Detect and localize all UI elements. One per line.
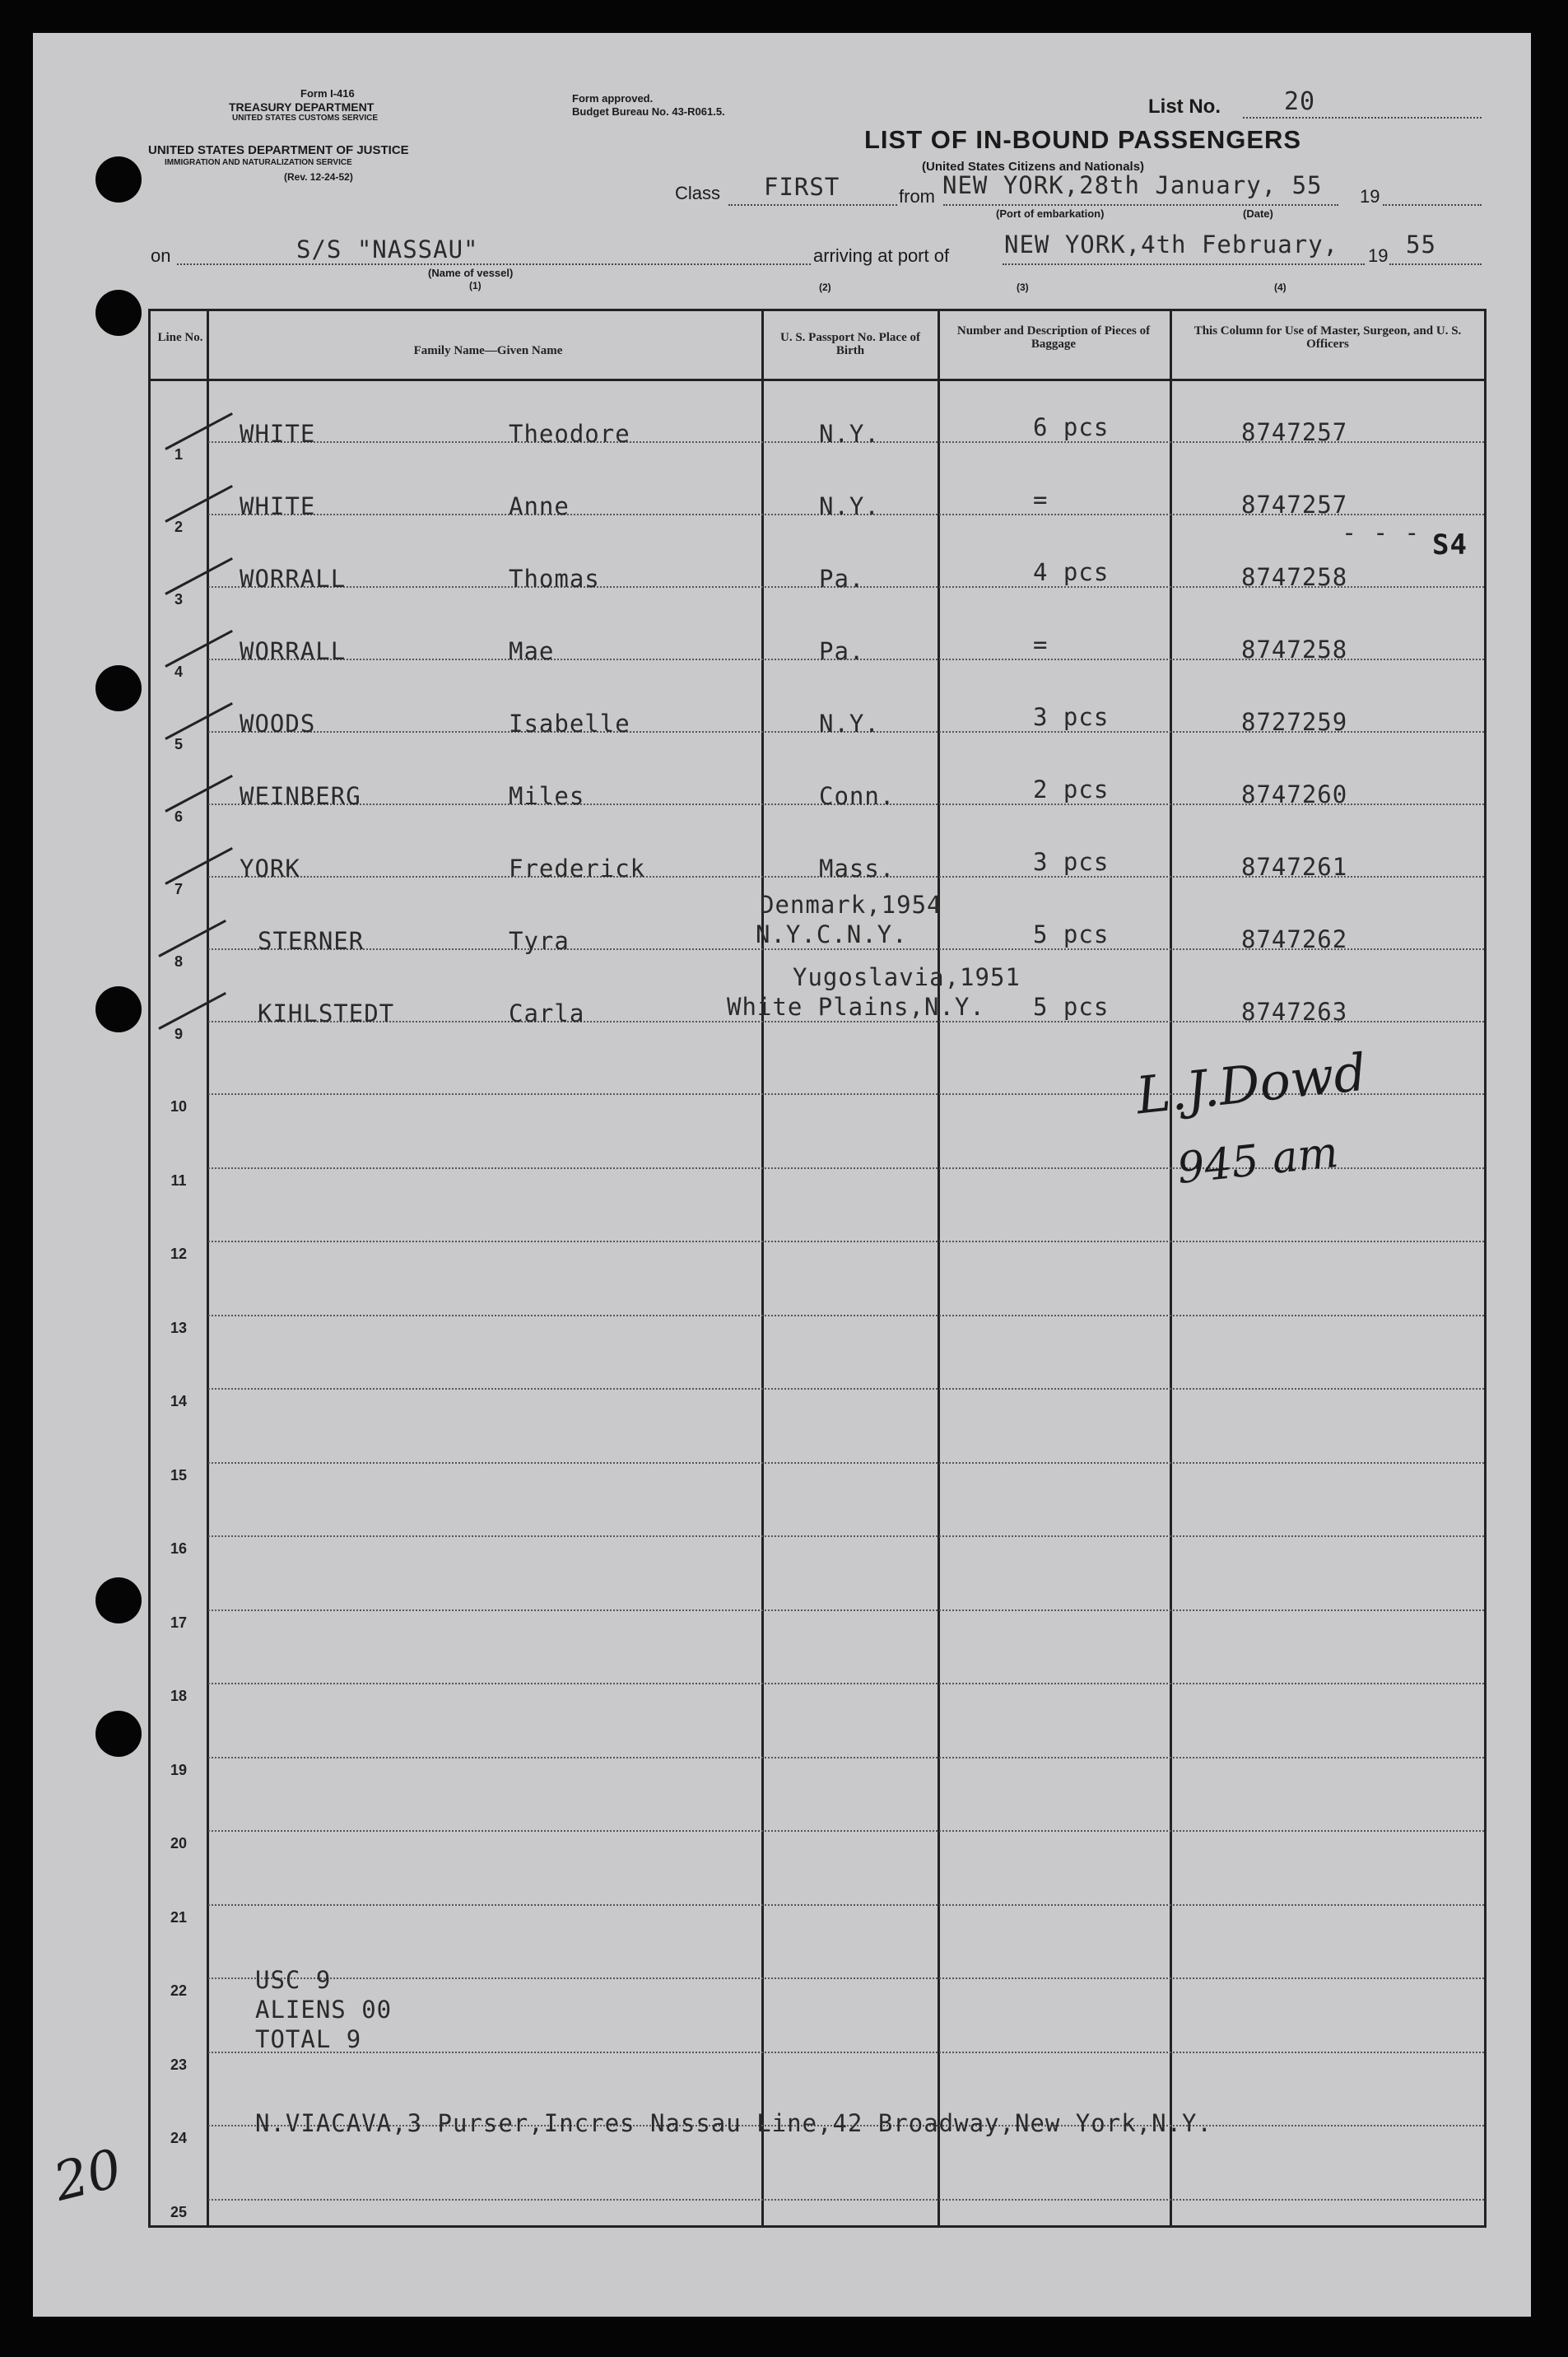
family-name: WORRALL <box>240 637 347 665</box>
justice-heading: UNITED STATES DEPARTMENT OF JUSTICE <box>148 143 409 157</box>
check-mark-icon <box>165 630 233 668</box>
given-name: Frederick <box>509 855 646 883</box>
punch-hole <box>95 156 142 203</box>
given-name: Miles <box>509 782 585 810</box>
officer-number: 8747262 <box>1241 925 1348 953</box>
from-value: NEW YORK,28th January, 55 <box>942 171 1323 199</box>
form-approved: Form approved. <box>572 92 654 105</box>
line-number: 18 <box>170 1688 188 1704</box>
table-row <box>151 486 1484 527</box>
birth-place: Mass. <box>819 855 896 883</box>
col-passport: U. S. Passport No. Place of Birth <box>780 331 920 357</box>
officer-number: 8747258 <box>1241 636 1348 664</box>
line-number: 11 <box>170 1172 187 1189</box>
line-number: 3 <box>174 591 183 608</box>
caption-2: (2) <box>819 282 831 293</box>
row-rule <box>208 1535 1484 1537</box>
table-row <box>151 963 1484 1034</box>
line-number: 24 <box>170 2130 188 2146</box>
punch-hole <box>95 1711 142 1757</box>
page-title: LIST OF IN-BOUND PASSENGERS <box>864 125 1302 154</box>
family-name: WOODS <box>240 710 316 738</box>
line-number: 1 <box>174 446 183 463</box>
given-name: Tyra <box>509 927 570 955</box>
check-mark-icon <box>165 412 233 450</box>
line-number: 23 <box>170 2056 188 2073</box>
officer-number: 8727259 <box>1241 708 1348 736</box>
row-rule <box>208 2052 1484 2053</box>
row-rule <box>208 1830 1484 1832</box>
officer-number: 8747257 <box>1241 418 1348 446</box>
col-name: Family Name—Given Name <box>413 344 563 357</box>
corner-mark: 20 <box>48 2138 128 2214</box>
table-row <box>151 848 1484 889</box>
table-row <box>151 891 1484 962</box>
line-number: 19 <box>170 1761 188 1778</box>
total-usc: USC 9 <box>255 1966 332 1994</box>
budget-bureau: Budget Bureau No. 43-R061.5. <box>572 105 725 118</box>
class-value: FIRST <box>764 173 840 201</box>
line-number: 4 <box>174 664 183 680</box>
line-number: 13 <box>170 1319 188 1336</box>
caption-4: (4) <box>1274 282 1287 293</box>
birth-place: N.Y. <box>819 710 880 738</box>
officer-number: 8747263 <box>1241 998 1348 1026</box>
revision-label: (Rev. 12-24-52) <box>284 171 353 183</box>
vessel-caption: (Name of vessel) <box>428 267 514 279</box>
row-rule <box>208 1462 1484 1464</box>
passenger-table <box>148 309 1487 2228</box>
family-name: WORRALL <box>240 565 347 593</box>
check-mark-icon <box>165 557 233 595</box>
family-name: KIHLSTEDT <box>258 999 395 1027</box>
from-label: from <box>899 186 935 207</box>
baggage-count: 5 pcs <box>1033 920 1110 948</box>
line-number: 7 <box>174 881 183 897</box>
arrival-port: NEW YORK,4th February, <box>1004 231 1339 259</box>
check-mark-icon <box>165 485 233 523</box>
row-rule <box>208 1609 1484 1611</box>
line-number: 17 <box>170 1614 188 1631</box>
punch-hole <box>95 665 142 711</box>
line-number: 25 <box>170 2203 188 2220</box>
birth-place: Pa. <box>819 637 865 665</box>
punch-hole <box>95 986 142 1032</box>
given-name: Thomas <box>509 565 600 593</box>
check-mark-icon <box>165 847 233 885</box>
punch-hole <box>95 290 142 336</box>
baggage-count: 5 pcs <box>1033 993 1110 1021</box>
page-subtitle: (United States Citizens and Nationals) <box>922 160 1145 174</box>
check-mark-icon <box>158 920 226 957</box>
line-number: 6 <box>174 808 183 825</box>
vessel-name: S/S "NASSAU" <box>296 235 479 263</box>
baggage-count: 2 pcs <box>1033 776 1110 804</box>
manifest-page <box>33 33 1531 2317</box>
line-number: 20 <box>170 1835 188 1852</box>
arriving-label: arriving at port of <box>813 245 950 266</box>
baggage-count: = <box>1033 486 1049 514</box>
birth-place: White Plains,N.Y. <box>727 993 985 1021</box>
line-number: 14 <box>170 1393 188 1409</box>
vessel-caption-number: (1) <box>469 280 482 291</box>
officer-number: 8747260 <box>1241 780 1348 808</box>
given-name: Theodore <box>509 420 630 448</box>
officer-number: 8747261 <box>1241 853 1348 881</box>
line-number: 10 <box>170 1098 188 1115</box>
row-rule <box>208 1977 1484 1979</box>
row-rule <box>208 2199 1484 2201</box>
birth-place: N.Y. <box>819 492 880 520</box>
ins-heading: IMMIGRATION AND NATURALIZATION SERVICE <box>165 158 352 167</box>
officer-number: 8747258 <box>1241 563 1348 591</box>
family-name: STERNER <box>258 927 365 955</box>
birth-place: Pa. <box>819 565 865 593</box>
baggage-count: 3 pcs <box>1033 703 1110 731</box>
line-number: 15 <box>170 1466 188 1484</box>
given-name: Isabelle <box>509 710 630 738</box>
customs-heading: UNITED STATES CUSTOMS SERVICE <box>232 114 379 123</box>
dash-mark: - - - <box>1342 519 1421 547</box>
baggage-count: 6 pcs <box>1033 413 1110 441</box>
officer-signature: L.J.Dowd <box>1133 1041 1370 1126</box>
col-baggage: Number and Description of Pieces of Baggage <box>956 324 1151 351</box>
list-no-value: 20 <box>1284 87 1316 116</box>
baggage-count: 4 pcs <box>1033 558 1110 586</box>
table-row <box>151 776 1484 817</box>
table-row <box>151 558 1484 599</box>
birth-place: Conn. <box>819 782 896 810</box>
purser-line: N.VIACAVA,3 Purser,Incres Nassau Line,42 Broadway,New York,N.Y. <box>255 2109 1212 2137</box>
treasury-heading: TREASURY DEPARTMENT <box>229 100 375 114</box>
row-rule <box>208 1241 1484 1242</box>
given-name: Mae <box>509 637 555 665</box>
line-number: 22 <box>170 1982 188 1999</box>
passport-info: Denmark,1954 <box>760 891 942 919</box>
col-line-no: Line No. <box>157 331 203 344</box>
row-rule <box>208 1388 1484 1390</box>
row-rule <box>208 1315 1484 1316</box>
line-number: 9 <box>174 1026 183 1042</box>
col-officers: This Column for Use of Master, Surgeon, and U. S. Officers <box>1193 324 1462 351</box>
table-row <box>151 703 1484 744</box>
date-caption: (Date) <box>1243 207 1273 220</box>
birth-place: N.Y. <box>819 420 880 448</box>
punch-hole <box>95 1577 142 1623</box>
on-label: on <box>151 245 171 266</box>
officer-number: 8747257 <box>1241 491 1348 519</box>
class-label: Class <box>675 183 721 203</box>
family-name: YORK <box>240 855 300 883</box>
row-rule <box>208 1904 1484 1906</box>
check-mark-icon <box>165 775 233 813</box>
given-name: Carla <box>509 999 585 1027</box>
total-all: TOTAL 9 <box>255 2025 362 2053</box>
row-rule <box>208 1757 1484 1758</box>
caption-3: (3) <box>1017 282 1029 293</box>
arrival-year: 55 <box>1406 231 1436 259</box>
inspection-time: 945 am <box>1175 1127 1341 1195</box>
line-number: 21 <box>170 1908 188 1926</box>
family-name: WEINBERG <box>240 782 361 810</box>
table-row <box>151 413 1484 454</box>
line-number: 2 <box>174 519 183 535</box>
line-number: 8 <box>174 953 183 970</box>
year-prefix: 19 <box>1360 186 1380 207</box>
check-mark-icon <box>158 992 226 1030</box>
form-number: Form I-416 <box>300 87 355 100</box>
passport-info: Yugoslavia,1951 <box>793 963 1021 991</box>
port-embarkation-caption: (Port of embarkation) <box>996 207 1105 220</box>
table-row <box>151 631 1484 672</box>
check-mark-icon <box>165 702 233 740</box>
family-name: WHITE <box>240 492 316 520</box>
baggage-count: = <box>1033 631 1049 659</box>
line-number: 16 <box>170 1540 188 1557</box>
row-rule <box>208 1683 1484 1684</box>
total-aliens: ALIENS 00 <box>255 1996 393 2024</box>
line-number: 12 <box>170 1246 188 1262</box>
list-no-label: List No. <box>1148 95 1221 118</box>
margin-mark: S4 <box>1432 529 1468 561</box>
given-name: Anne <box>509 492 570 520</box>
arrival-year-prefix: 19 <box>1368 245 1389 266</box>
birth-place: N.Y.C.N.Y. <box>756 920 908 948</box>
family-name: WHITE <box>240 420 316 448</box>
baggage-count: 3 pcs <box>1033 848 1110 876</box>
line-number: 5 <box>174 736 183 752</box>
